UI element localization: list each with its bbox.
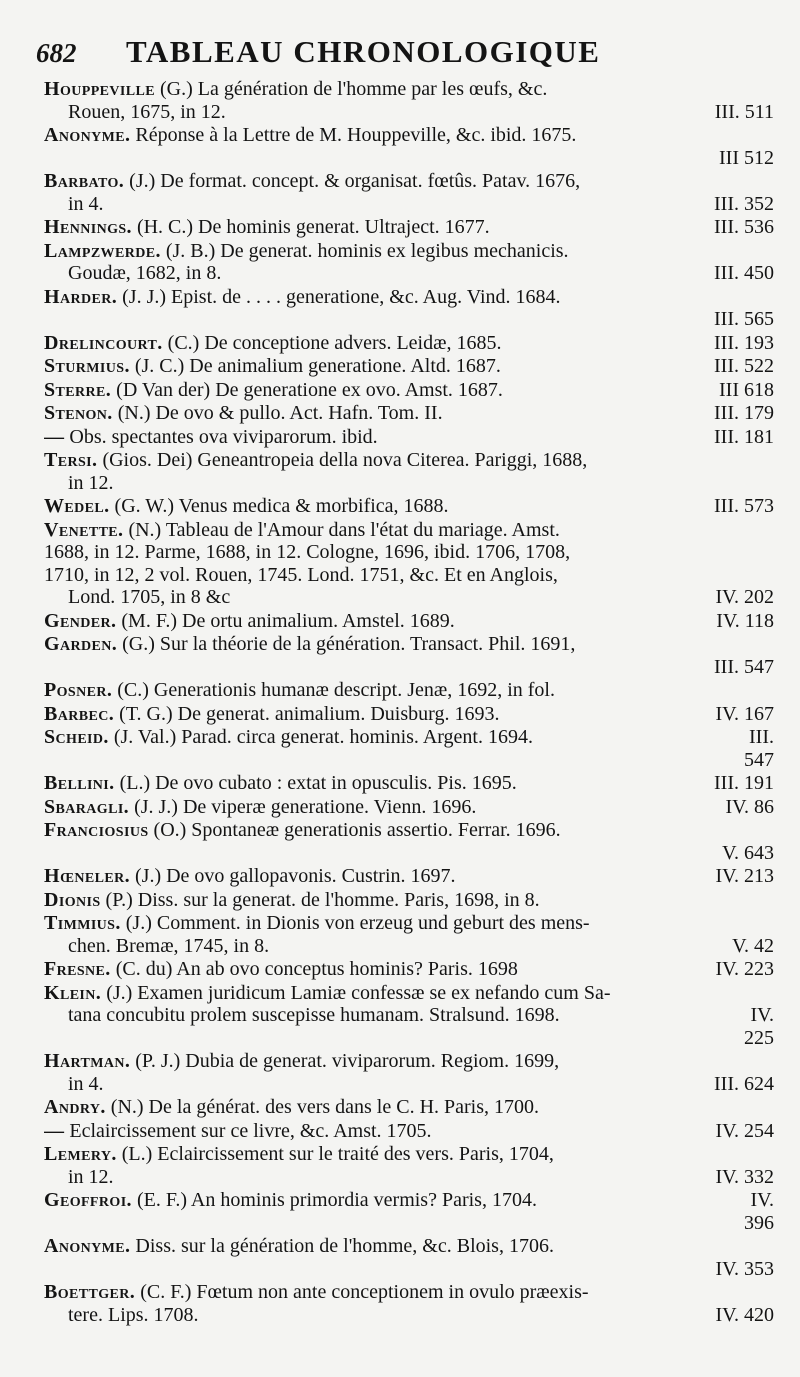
entry-description: in 12. — [68, 1165, 114, 1188]
entry-description: (J. J.) De viperæ generatione. Vienn. 1696. — [134, 795, 477, 818]
running-title: TABLEAU CHRONOLOGIQUE — [126, 34, 601, 69]
volume-page-ref: III. 352 — [714, 192, 774, 215]
bibliography-entry — [44, 982, 774, 1050]
volume-page-ref: IV. 118 — [716, 609, 774, 632]
bibliography-entry — [44, 889, 774, 912]
volume-page-ref: III. 179 — [714, 402, 774, 424]
entry-description: (G.) Sur la théorie de la génération. Transact. Phil. 1691, — [122, 633, 576, 655]
entry-text — [68, 101, 705, 124]
entry-line — [44, 1166, 774, 1189]
volume-page-ref: 547 — [744, 748, 774, 771]
entry-author: Stenon. — [44, 402, 113, 424]
entry-text — [68, 586, 705, 609]
entry-text — [44, 819, 774, 842]
bibliography-entry — [44, 402, 774, 425]
entry-text — [44, 1189, 740, 1212]
entry-description: (C. F.) Fœtum non ante conceptionem in ovulo præexis- — [140, 1281, 589, 1303]
entry-line — [44, 726, 774, 749]
bibliography-entry — [44, 332, 774, 355]
entry-description: (J. C.) De animalium generatione. Altd. 1687. — [134, 355, 501, 377]
entry-description: Rouen, 1675, in 12. — [68, 100, 226, 123]
entry-description: (L.) De ovo cubato : extat in opusculis. Pis. 1695. — [119, 772, 517, 794]
entry-author: Garden. — [44, 633, 118, 655]
volume-page-ref: IV. 202 — [715, 586, 774, 608]
entry-text — [44, 332, 704, 355]
entry-author: Tersi. — [44, 449, 98, 471]
entry-text — [44, 982, 774, 1005]
bibliography-entry — [44, 819, 774, 864]
entry-text — [44, 958, 705, 981]
entry-author: Hennings. — [44, 216, 132, 238]
entry-text — [44, 772, 704, 795]
entry-line — [44, 1304, 774, 1327]
entry-line — [44, 216, 774, 239]
bibliography-entry — [44, 124, 774, 169]
entry-line — [44, 1120, 774, 1143]
entry-line — [44, 332, 774, 355]
entry-line — [44, 982, 774, 1005]
entry-text — [44, 1235, 774, 1258]
entry-line — [44, 610, 774, 633]
volume-page-ref: III. 450 — [714, 262, 774, 284]
entry-line — [44, 495, 774, 518]
entry-line — [44, 1073, 774, 1096]
entry-description: Diss. sur la génération de l'homme, &c. Blois, 1706. — [135, 1235, 554, 1257]
entry-line — [44, 124, 774, 147]
volume-page-ref: 225 — [744, 1026, 774, 1049]
entry-line — [44, 1004, 774, 1027]
entry-author: Sterre. — [44, 378, 112, 401]
entry-line — [44, 1143, 774, 1166]
bibliography-list — [44, 78, 774, 1326]
entry-description: (J. J.) Epist. de . . . . generatione, &c. Aug. Vind. 1684. — [122, 285, 561, 308]
entry-author: — — [44, 425, 65, 448]
page-number: 682 — [36, 38, 77, 68]
entry-author: Dionis — [44, 888, 101, 911]
entry-description: (J.) Examen juridicum Lamiæ confessæ se ex nefando cum Sa- — [106, 981, 611, 1004]
entry-line — [44, 842, 774, 865]
volume-page-ref: III. 511 — [714, 100, 774, 123]
entry-text — [68, 935, 722, 958]
entry-author: Lampzwerde. — [44, 239, 161, 262]
entry-text — [44, 240, 774, 263]
entry-line — [44, 1235, 774, 1258]
entry-description: (G.) La génération de l'homme par les œufs, &c. — [159, 78, 548, 100]
bibliography-entry — [44, 726, 774, 771]
entry-author: Sbaragli. — [44, 795, 130, 818]
volume-page-ref: III 618 — [719, 378, 774, 401]
entry-line — [44, 912, 774, 935]
entry-text — [44, 912, 774, 935]
entry-description: 1710, in 12, 2 vol. Rouen, 1745. Lond. 1751, &c. Et en Anglois, — [44, 563, 558, 586]
entry-line — [44, 1189, 774, 1212]
bibliography-entry — [44, 865, 774, 888]
bibliography-entry — [44, 216, 774, 239]
bibliography-entry — [44, 610, 774, 633]
volume-page-ref: IV. 254 — [715, 1119, 774, 1142]
entry-text — [68, 1166, 705, 1189]
entry-line — [44, 772, 774, 795]
entry-description: (J. Val.) Parad. circa generat. hominis. Argent. 1694. — [113, 726, 533, 748]
entry-line — [44, 449, 774, 472]
entry-line — [44, 703, 774, 726]
entry-line — [44, 796, 774, 819]
bibliography-entry — [44, 519, 774, 609]
bibliography-entry — [44, 1281, 774, 1326]
entry-author: Bellini. — [44, 772, 115, 794]
entry-description: (T. G.) De generat. animalium. Duisburg. 1693. — [119, 702, 500, 725]
entry-author: Anonyme. — [44, 124, 131, 146]
entry-author: Barbato. — [44, 170, 125, 192]
entry-author: Barbec. — [44, 702, 115, 725]
bibliography-entry — [44, 449, 774, 494]
entry-line — [44, 935, 774, 958]
entry-line — [44, 519, 774, 542]
entry-line — [44, 586, 774, 609]
entry-author: Venette. — [44, 518, 124, 541]
entry-line — [44, 240, 774, 263]
entry-text — [44, 286, 774, 309]
entry-text — [44, 633, 774, 656]
entry-line — [44, 1050, 774, 1073]
volume-page-ref: IV. 420 — [715, 1303, 774, 1326]
entry-description: (J. B.) De generat. hominis ex legibus mechanicis. — [165, 239, 569, 262]
entry-line — [44, 749, 774, 772]
entry-author: Drelincourt. — [44, 331, 163, 354]
entry-author: Geoffroi. — [44, 1189, 132, 1211]
bibliography-entry — [44, 1189, 774, 1234]
entry-description: Obs. spectantes ova viviparorum. ibid. — [69, 425, 378, 448]
volume-page-ref: IV. — [750, 1189, 774, 1211]
bibliography-entry — [44, 958, 774, 981]
volume-page-ref: III. 522 — [714, 355, 774, 377]
bibliography-entry — [44, 1235, 774, 1280]
bibliography-entry — [44, 170, 774, 215]
entry-line — [44, 170, 774, 193]
volume-page-ref: IV. 353 — [715, 1257, 774, 1280]
entry-text — [68, 262, 704, 285]
entry-text — [44, 426, 704, 449]
entry-text — [44, 402, 704, 425]
entry-line — [44, 402, 774, 425]
entry-line — [44, 355, 774, 378]
bibliography-entry — [44, 703, 774, 726]
bibliography-entry — [44, 286, 774, 331]
entry-line — [44, 426, 774, 449]
entry-description: Goudæ, 1682, in 8. — [68, 262, 222, 284]
entry-text — [44, 170, 774, 193]
entry-description: (J.) De ovo gallopavonis. Custrin. 1697. — [135, 865, 456, 887]
entry-description: in 12. — [68, 471, 114, 494]
entry-description: (G. W.) Venus medica & morbifica, 1688. — [114, 495, 449, 517]
bibliography-entry — [44, 1050, 774, 1095]
bibliography-entry — [44, 1120, 774, 1143]
entry-text — [68, 1073, 704, 1096]
bibliography-entry — [44, 679, 774, 702]
entry-text — [44, 541, 774, 564]
entry-author: Harder. — [44, 285, 118, 308]
entry-line — [44, 308, 774, 331]
volume-page-ref: IV. 86 — [725, 795, 774, 818]
volume-page-ref: IV. — [750, 1004, 774, 1026]
bibliography-entry — [44, 1096, 774, 1119]
entry-line — [44, 1096, 774, 1119]
entry-description: tana concubitu prolem suscepisse humanam. Stralsund. 1698. — [68, 1004, 560, 1026]
entry-line — [44, 1027, 774, 1050]
entry-description: (O.) Spontaneæ generationis assertio. Ferrar. 1696. — [153, 819, 561, 841]
entry-description: (Gios. Dei) Geneantropeia della nova Citerea. Pariggi, 1688, — [102, 449, 588, 471]
volume-page-ref: IV. 223 — [715, 958, 774, 980]
entry-author: Posner. — [44, 679, 113, 701]
entry-author: Wedel. — [44, 495, 110, 517]
entry-author: Andry. — [44, 1096, 106, 1118]
entry-author: Klein. — [44, 981, 102, 1004]
entry-text — [44, 1050, 774, 1073]
volume-page-ref: IV. 167 — [715, 702, 774, 725]
entry-author: Scheid. — [44, 726, 109, 748]
entry-description: tere. Lips. 1708. — [68, 1303, 199, 1326]
entry-description: Eclaircissement sur ce livre, &c. Amst. 1705. — [69, 1119, 432, 1142]
entry-description: chen. Bremæ, 1745, in 8. — [68, 934, 270, 957]
entry-description: (M. F.) De ortu animalium. Amstel. 1689. — [121, 609, 455, 632]
entry-author: Sturmius. — [44, 355, 130, 377]
volume-page-ref: III. 547 — [714, 655, 774, 678]
page-header — [36, 34, 774, 78]
entry-author: Lemery. — [44, 1143, 117, 1165]
entry-text — [44, 679, 774, 702]
entry-text — [68, 1004, 740, 1027]
entry-line — [44, 656, 774, 679]
entry-line — [44, 958, 774, 981]
entry-text — [44, 1281, 774, 1304]
entry-description: (C.) Generationis humanæ descript. Jenæ, 1692, in fol. — [117, 679, 555, 701]
entry-description: (C.) De conceptione advers. Leidæ, 1685. — [167, 331, 502, 354]
volume-page-ref: III. 191 — [714, 772, 774, 794]
volume-page-ref: III. — [749, 726, 774, 748]
entry-author: — — [44, 1119, 65, 1142]
entry-line — [44, 541, 774, 564]
entry-description: (E. F.) An hominis primordia vermis? Paris, 1704. — [136, 1189, 537, 1211]
entry-description: (N.) De la générat. des vers dans le C. H. Paris, 1700. — [110, 1096, 540, 1118]
entry-line — [44, 286, 774, 309]
entry-text — [44, 449, 774, 472]
entry-text — [44, 216, 704, 239]
volume-page-ref: III. 181 — [714, 425, 774, 448]
entry-text — [44, 355, 704, 378]
volume-page-ref: III. 193 — [714, 331, 774, 354]
entry-author: Hœneler. — [44, 865, 130, 887]
entry-line — [44, 865, 774, 888]
entry-description: (J.) Comment. in Dionis von erzeug und geburt des mens- — [125, 912, 590, 934]
entry-author: Boettger. — [44, 1281, 136, 1303]
entry-text — [44, 703, 705, 726]
entry-line — [44, 472, 774, 495]
volume-page-ref: V. 643 — [722, 841, 774, 864]
entry-description: Réponse à la Lettre de M. Houppeville, &c. ibid. 1675. — [135, 124, 577, 146]
bibliography-entry — [44, 912, 774, 957]
entry-author: Franciosius — [44, 819, 149, 841]
entry-author: Houppeville — [44, 78, 155, 100]
bibliography-entry — [44, 1143, 774, 1188]
volume-page-ref: III. 573 — [714, 495, 774, 517]
entry-description: (N.) De ovo & pullo. Act. Hafn. Tom. II. — [117, 402, 443, 424]
bibliography-entry — [44, 426, 774, 449]
entry-author: Fresne. — [44, 958, 111, 980]
entry-text — [44, 726, 739, 749]
entry-line — [44, 1212, 774, 1235]
volume-page-ref: III. 624 — [714, 1072, 774, 1095]
entry-line — [44, 819, 774, 842]
entry-description: (C. du) An ab ovo conceptus hominis? Paris. 1698 — [115, 958, 518, 980]
entry-text — [44, 78, 774, 101]
entry-text — [44, 495, 704, 518]
entry-text — [44, 610, 706, 633]
entry-line — [44, 564, 774, 587]
volume-page-ref: III. 536 — [714, 216, 774, 238]
bibliography-entry — [44, 796, 774, 819]
entry-author: Timmius. — [44, 912, 121, 934]
volume-page-ref: 396 — [744, 1211, 774, 1234]
entry-line — [44, 78, 774, 101]
entry-author: Hartman. — [44, 1050, 131, 1072]
entry-description: in 4. — [68, 192, 104, 215]
bibliography-entry — [44, 633, 774, 678]
bibliography-entry — [44, 240, 774, 285]
bibliography-entry — [44, 772, 774, 795]
entry-text — [68, 472, 774, 495]
bibliography-entry — [44, 379, 774, 402]
entry-line — [44, 889, 774, 912]
entry-line — [44, 1258, 774, 1281]
entry-author: Anonyme. — [44, 1235, 131, 1257]
entry-line — [44, 101, 774, 124]
volume-page-ref: V. 42 — [732, 934, 774, 957]
entry-text — [44, 889, 774, 912]
volume-page-ref: IV. 213 — [715, 865, 774, 887]
entry-text — [44, 519, 774, 542]
entry-description: in 4. — [68, 1072, 104, 1095]
entry-description: 1688, in 12. Parme, 1688, in 12. Cologne, 1696, ibid. 1706, 1708, — [44, 541, 571, 563]
entry-description: Lond. 1705, in 8 &c — [68, 586, 231, 608]
volume-page-ref: III. 565 — [714, 308, 774, 330]
entry-description: (H. C.) De hominis generat. Ultraject. 1677. — [136, 216, 490, 238]
entry-text — [44, 865, 705, 888]
bibliography-entry — [44, 78, 774, 123]
entry-description: (P. J.) Dubia de generat. viviparorum. Regiom. 1699, — [135, 1050, 560, 1072]
entry-author: Gender. — [44, 609, 117, 632]
bibliography-entry — [44, 495, 774, 518]
volume-page-ref: III 512 — [719, 146, 774, 169]
entry-text — [44, 1120, 705, 1143]
volume-page-ref: IV. 332 — [715, 1165, 774, 1188]
entry-line — [44, 1281, 774, 1304]
entry-text — [68, 193, 704, 216]
entry-description: (P.) Diss. sur la generat. de l'homme. Paris, 1698, in 8. — [105, 888, 540, 911]
entry-line — [44, 193, 774, 216]
entry-line — [44, 379, 774, 402]
entry-description: (L.) Eclaircissement sur le traité des vers. Paris, 1704, — [121, 1143, 554, 1165]
entry-line — [44, 147, 774, 170]
entry-line — [44, 679, 774, 702]
entry-description: (D Van der) De generatione ex ovo. Amst. 1687. — [116, 378, 503, 401]
entry-line — [44, 262, 774, 285]
entry-text — [68, 1304, 705, 1327]
entry-description: (J.) De format. concept. & organisat. fœtûs. Patav. 1676, — [129, 170, 581, 192]
entry-text — [44, 1096, 774, 1119]
entry-text — [44, 796, 715, 819]
entry-text — [44, 564, 774, 587]
entry-line — [44, 633, 774, 656]
entry-text — [44, 1143, 774, 1166]
entry-description: (N.) Tableau de l'Amour dans l'état du mariage. Amst. — [128, 518, 560, 541]
bibliography-entry — [44, 355, 774, 378]
entry-text — [44, 124, 774, 147]
entry-text — [44, 379, 709, 402]
